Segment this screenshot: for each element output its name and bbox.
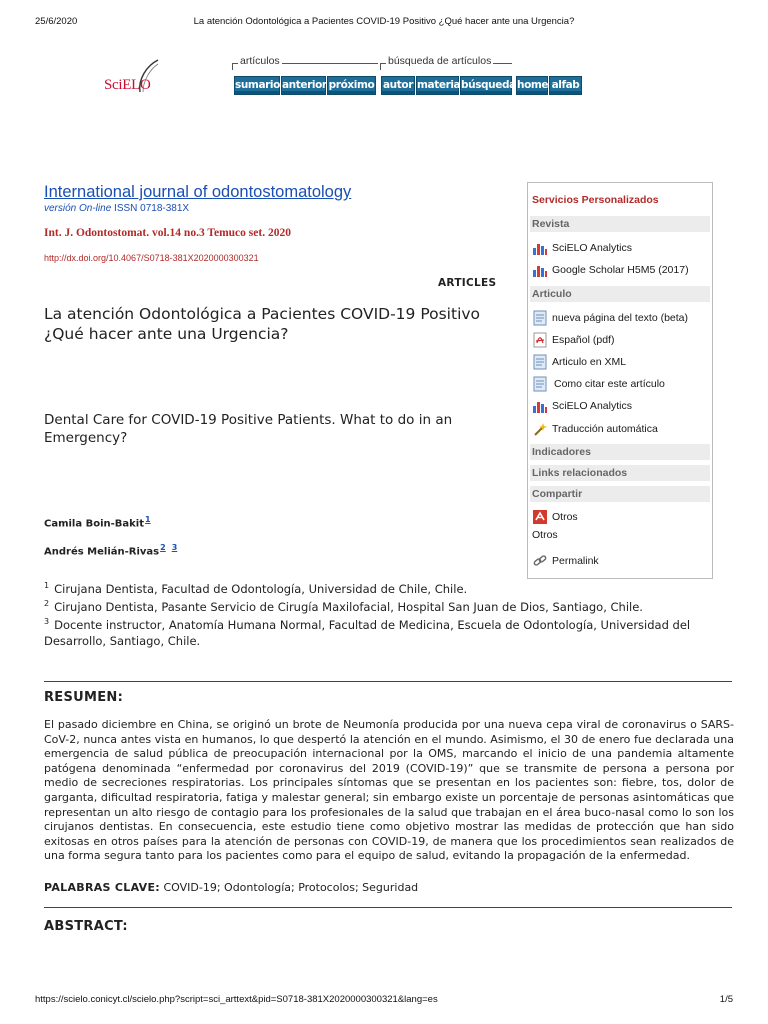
keywords-label: PALABRAS CLAVE:	[44, 881, 160, 894]
sidebar-item-label: Español (pdf)	[552, 334, 615, 346]
sidebar-item-label: Otros	[552, 511, 578, 523]
document-icon	[532, 376, 548, 392]
doi-link[interactable]: http://dx.doi.org/10.4067/S0718-381X2020000300321	[44, 253, 259, 263]
version-line	[44, 203, 189, 214]
sidebar-head-indicadores[interactable]: Indicadores	[530, 444, 710, 460]
sidebar-item-label: Traducción automática	[552, 423, 658, 435]
sidebar-item-label: Google Scholar H5M5 (2017)	[552, 264, 689, 276]
nav-sumario-button[interactable]: sumario	[234, 76, 280, 95]
logo-text	[104, 77, 151, 94]
affiliation-number: 1	[44, 581, 50, 590]
abstract-heading: ABSTRACT:	[44, 919, 128, 934]
author-ref-link[interactable]: 2	[160, 543, 166, 552]
article-title-es: La atención Odontológica a Pacientes COVID-19 Positivo ¿Qué hacer ante una Urgencia?	[44, 305, 481, 343]
affiliation-2	[44, 596, 724, 615]
document-icon	[532, 310, 548, 326]
affiliation-text: Cirujana Dentista, Facultad de Odontología, Universidad de Chile, Chile.	[54, 582, 468, 596]
version-label: versión On-line	[44, 203, 112, 214]
nav-busqueda-label: búsqueda de artículos	[388, 55, 492, 67]
bar-chart-icon	[532, 262, 548, 278]
resumen-text: El pasado diciembre en China, se originó un brote de Neumonía producida por una nueva cepa viral de coronavirus o SARS-CoV-2, nunca antes vista en humanos, lo que despertó la atención en el mundo. Asimismo, el 30 de enero fue declarada una emergencia de salud pública de preocupación internacional por la OMS, marcando el inicio de una pandemia altamente patógena denominada “enfermedad por coronavirus del 2019 (COVID-19)” que se transmite de persona a persona por medio de secreciones respiratorias. Los principales síntomas que se presentan en los pacientes son: fiebre, tos, dolor de garganta, dificultad respiratoria, fatiga y malestar general; sin embargo existe un porcentaje de personas asintomáticas que representan un alto riesgo de contagio para los profesionales de la salud que trabajan en el área buco-nasal como lo son los cirujanos dentistas. En consecuencia, este estudio tiene como objetivo mostrar las medidas de protección que han sido exitosas en otros países para la atención de personas con COVID-19, de manera que los procedimientos sean realizados de una forma segura tanto para los pacientes como para el equipo de salud, evitando la propagación de la enfermedad.	[44, 718, 734, 863]
nav-autor-button[interactable]: autor	[381, 76, 415, 95]
article-title-en: Dental Care for COVID-19 Positive Patients. What to do in an Emergency?	[44, 412, 453, 446]
print-page-number: 1/5	[719, 994, 733, 1005]
pdf-icon	[532, 332, 548, 348]
nav-alfab-button[interactable]: alfab	[549, 76, 582, 95]
sidebar-title: Servicios Personalizados	[532, 194, 659, 206]
journal-citation: Int. J. Odontostomat. vol.14 no.3 Temuco set. 2020	[44, 227, 291, 239]
affiliation-number: 3	[44, 617, 50, 626]
sidebar-item-label: Como citar este artículo	[554, 378, 665, 390]
nav-materia-button[interactable]: materia	[416, 76, 459, 95]
bar-chart-icon	[532, 398, 548, 414]
nav-anterior-button[interactable]: anterior	[281, 76, 326, 95]
author-1	[44, 515, 151, 529]
sidebar-head-revista: Revista	[530, 216, 710, 232]
link-icon	[532, 553, 548, 569]
bar-chart-icon	[532, 240, 548, 256]
nav-proximo-button[interactable]: próximo	[327, 76, 376, 95]
journal-title-link[interactable]: International journal of odontostomatology	[44, 183, 352, 201]
sidebar-item-label: SciELO Analytics	[552, 242, 632, 254]
author-name: Camila Boin-Bakit	[44, 518, 145, 530]
print-url: https://scielo.conicyt.cl/scielo.php?script=sci_arttext&pid=S0718-381X2020000300321&lang=es	[35, 994, 438, 1005]
affiliation-text: Cirujano Dentista, Pasante Servicio de Cirugía Maxilofacial, Hospital San Juan de Dios, Santiago, Chile.	[54, 600, 643, 614]
affiliation-3	[44, 614, 724, 649]
scielo-logo[interactable]	[104, 58, 174, 104]
section-label: ARTICLES	[438, 277, 497, 289]
nav-articulos-label: artículos	[240, 55, 280, 67]
resumen-heading: RESUMEN:	[44, 690, 124, 705]
sidebar-item-label: Permalink	[552, 555, 599, 567]
sidebar-otros-text[interactable]: Otros	[532, 529, 558, 541]
sidebar-head-articulo: Articulo	[530, 286, 710, 302]
author-2	[44, 543, 177, 557]
sidebar-head-links[interactable]: Links relacionados	[530, 465, 710, 481]
logo-text-sci: Sci	[104, 77, 123, 93]
affiliation-1	[44, 578, 724, 597]
divider	[44, 907, 732, 908]
print-title: La atención Odontológica a Pacientes COVID-19 Positivo ¿Qué hacer ante una Urgencia?	[193, 16, 575, 27]
keywords-values: COVID-19; Odontología; Protocolos; Seguridad	[159, 881, 419, 894]
sidebar-item-label: Articulo en XML	[552, 356, 627, 368]
sidebar-item-label: SciELO Analytics	[552, 400, 632, 412]
divider	[44, 681, 732, 682]
sidebar-head-compartir: Compartir	[530, 486, 710, 502]
sidebar-item-label: nueva página del texto (beta)	[552, 312, 689, 324]
author-ref-link[interactable]: 1	[145, 515, 151, 524]
author-name: Andrés Melián-Rivas	[44, 546, 160, 558]
affiliation-text: Docente instructor, Anatomía Humana Normal, Facultad de Medicina, Escuela de Odontología, Universidad del Desarrollo, Santiago, Chile.	[44, 618, 691, 648]
affiliation-number: 2	[44, 599, 50, 608]
print-date: 25/6/2020	[35, 16, 78, 27]
share-icon	[532, 509, 548, 525]
keywords	[44, 881, 418, 894]
magic-wand-icon	[532, 421, 548, 437]
nav-busqueda-button[interactable]: búsqueda	[460, 76, 512, 95]
logo-text-elo: ELO	[122, 77, 151, 93]
document-icon	[532, 354, 548, 370]
author-ref-link[interactable]: 3	[171, 543, 178, 552]
services-sidebar	[527, 182, 713, 579]
issn: ISSN 0718-381X	[111, 203, 190, 214]
nav-home-button[interactable]: home	[516, 76, 548, 95]
